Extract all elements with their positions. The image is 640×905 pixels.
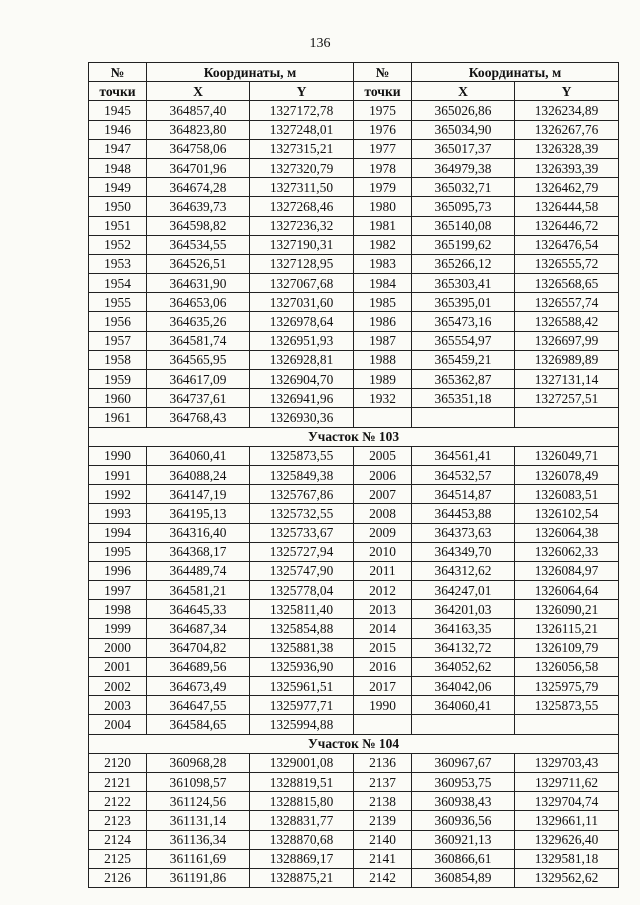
- point-number-cell: [354, 715, 412, 734]
- y-coordinate-cell: 1326102,54: [515, 504, 619, 523]
- x-coordinate-cell: 364704,82: [147, 638, 250, 657]
- x-coordinate-cell: 364373,63: [412, 523, 515, 542]
- point-number-cell: 2010: [354, 542, 412, 561]
- point-number-cell: 2015: [354, 638, 412, 657]
- y-coordinate-cell: 1326476,54: [515, 235, 619, 254]
- point-number-cell: 1989: [354, 370, 412, 389]
- y-coordinate-cell: 1327031,60: [250, 293, 354, 312]
- y-coordinate-cell: 1326904,70: [250, 370, 354, 389]
- point-number-cell: 1990: [89, 446, 147, 465]
- table-row: [89, 504, 619, 523]
- point-number-cell: 1951: [89, 216, 147, 235]
- y-coordinate-cell: 1326444,58: [515, 197, 619, 216]
- table-row: [89, 331, 619, 350]
- table-row: [89, 350, 619, 369]
- point-number-cell: 2000: [89, 638, 147, 657]
- x-coordinate-cell: 364526,51: [147, 254, 250, 273]
- table-row: [89, 657, 619, 676]
- point-number-cell: 1982: [354, 235, 412, 254]
- point-number-cell: 1932: [354, 389, 412, 408]
- x-coordinate-cell: 364979,38: [412, 158, 515, 177]
- y-coordinate-cell: 1327315,21: [250, 139, 354, 158]
- y-coordinate-cell: 1326989,89: [515, 350, 619, 369]
- x-coordinate-cell: 364647,55: [147, 696, 250, 715]
- y-coordinate-cell: 1325936,90: [250, 657, 354, 676]
- x-coordinate-cell: 364060,41: [147, 446, 250, 465]
- x-coordinate-cell: 364088,24: [147, 465, 250, 484]
- x-coordinate-cell: 361191,86: [147, 868, 250, 887]
- point-number-cell: 2142: [354, 868, 412, 887]
- point-number-cell: 1976: [354, 120, 412, 139]
- point-number-cell: 1981: [354, 216, 412, 235]
- y-coordinate-cell: 1326267,76: [515, 120, 619, 139]
- point-number-cell: 1957: [89, 331, 147, 350]
- y-coordinate-cell: 1326049,71: [515, 446, 619, 465]
- y-coordinate-cell: 1325854,88: [250, 619, 354, 638]
- point-number-cell: 1983: [354, 254, 412, 273]
- x-coordinate-cell: 364737,61: [147, 389, 250, 408]
- x-coordinate-cell: 361098,57: [147, 772, 250, 791]
- y-coordinate-cell: 1327190,31: [250, 235, 354, 254]
- table-row: [89, 581, 619, 600]
- y-coordinate-cell: 1326083,51: [515, 485, 619, 504]
- point-number-cell: 2007: [354, 485, 412, 504]
- y-coordinate-cell: 1328875,21: [250, 868, 354, 887]
- point-number-cell: 1986: [354, 312, 412, 331]
- point-number-cell: 1952: [89, 235, 147, 254]
- x-coordinate-cell: 364645,33: [147, 600, 250, 619]
- point-number-cell: 2017: [354, 677, 412, 696]
- point-number-cell: 2141: [354, 849, 412, 868]
- point-number-cell: 1956: [89, 312, 147, 331]
- y-coordinate-cell: 1326090,21: [515, 600, 619, 619]
- y-coordinate-cell: 1325811,40: [250, 600, 354, 619]
- table-row: [89, 235, 619, 254]
- point-number-cell: 1998: [89, 600, 147, 619]
- table-row: [89, 830, 619, 849]
- point-number-cell: 2122: [89, 792, 147, 811]
- point-number-cell: 1950: [89, 197, 147, 216]
- y-coordinate-cell: 1325873,55: [515, 696, 619, 715]
- y-coordinate-cell: 1326568,65: [515, 274, 619, 293]
- x-coordinate-cell: 365554,97: [412, 331, 515, 350]
- x-coordinate-cell: [412, 715, 515, 734]
- x-coordinate-cell: 364052,62: [412, 657, 515, 676]
- x-coordinate-cell: 364689,56: [147, 657, 250, 676]
- point-number-cell: 1987: [354, 331, 412, 350]
- x-coordinate-cell: 365034,90: [412, 120, 515, 139]
- y-coordinate-cell: 1325873,55: [250, 446, 354, 465]
- point-number-cell: 1979: [354, 178, 412, 197]
- x-coordinate-cell: 365032,71: [412, 178, 515, 197]
- table-row: [89, 408, 619, 427]
- y-coordinate-cell: 1325849,38: [250, 465, 354, 484]
- y-coordinate-cell: 1326393,39: [515, 158, 619, 177]
- table-row: [89, 811, 619, 830]
- x-coordinate-cell: 360938,43: [412, 792, 515, 811]
- table-row: [89, 485, 619, 504]
- x-coordinate-cell: 364857,40: [147, 101, 250, 120]
- table-row: [89, 619, 619, 638]
- y-header: Y: [515, 82, 619, 101]
- x-coordinate-cell: 365017,37: [412, 139, 515, 158]
- x-header: X: [147, 82, 250, 101]
- x-coordinate-cell: 364147,19: [147, 485, 250, 504]
- x-coordinate-cell: 364639,73: [147, 197, 250, 216]
- x-coordinate-cell: 360921,13: [412, 830, 515, 849]
- y-coordinate-cell: 1327172,78: [250, 101, 354, 120]
- x-coordinate-cell: 364823,80: [147, 120, 250, 139]
- y-coordinate-cell: 1326084,97: [515, 561, 619, 580]
- point-number-cell: [354, 408, 412, 427]
- y-coordinate-cell: 1325994,88: [250, 715, 354, 734]
- coordinates-table: [88, 62, 619, 888]
- y-coordinate-cell: 1326234,89: [515, 101, 619, 120]
- x-coordinate-cell: 364163,35: [412, 619, 515, 638]
- point-number-cell: 2013: [354, 600, 412, 619]
- y-coordinate-cell: [515, 408, 619, 427]
- x-header: X: [412, 82, 515, 101]
- x-coordinate-cell: 364060,41: [412, 696, 515, 715]
- x-coordinate-cell: 364561,41: [412, 446, 515, 465]
- y-coordinate-cell: 1326115,21: [515, 619, 619, 638]
- x-coordinate-cell: 364453,88: [412, 504, 515, 523]
- y-coordinate-cell: 1326064,38: [515, 523, 619, 542]
- table-row: [89, 868, 619, 887]
- x-coordinate-cell: 364584,65: [147, 715, 250, 734]
- point-number-cell: 1999: [89, 619, 147, 638]
- table-row: [89, 753, 619, 772]
- table-row: [89, 389, 619, 408]
- page-number: 136: [309, 36, 331, 51]
- x-coordinate-cell: 365362,87: [412, 370, 515, 389]
- table-row: [89, 178, 619, 197]
- x-coordinate-cell: 360866,61: [412, 849, 515, 868]
- y-coordinate-cell: 1328819,51: [250, 772, 354, 791]
- y-coordinate-cell: 1327128,95: [250, 254, 354, 273]
- point-number-cell: 2008: [354, 504, 412, 523]
- point-number-cell: 2121: [89, 772, 147, 791]
- x-coordinate-cell: 364581,74: [147, 331, 250, 350]
- table-row: [89, 849, 619, 868]
- table-row: [89, 293, 619, 312]
- point-number-cell: 1947: [89, 139, 147, 158]
- y-coordinate-cell: 1328869,17: [250, 849, 354, 868]
- table-row: [89, 312, 619, 331]
- table-row: [89, 772, 619, 791]
- y-coordinate-cell: 1326462,79: [515, 178, 619, 197]
- point-number-cell: 1948: [89, 158, 147, 177]
- point-number-cell: 2012: [354, 581, 412, 600]
- point-number-cell: 2014: [354, 619, 412, 638]
- x-coordinate-cell: 361161,69: [147, 849, 250, 868]
- x-coordinate-cell: 364201,03: [412, 600, 515, 619]
- x-coordinate-cell: 364673,49: [147, 677, 250, 696]
- x-coordinate-cell: [412, 408, 515, 427]
- point-number-cell: 2001: [89, 657, 147, 676]
- x-coordinate-cell: 364653,06: [147, 293, 250, 312]
- x-coordinate-cell: 365199,62: [412, 235, 515, 254]
- point-number-cell: 2005: [354, 446, 412, 465]
- x-coordinate-cell: 365140,08: [412, 216, 515, 235]
- point-number-cell: 1993: [89, 504, 147, 523]
- point-number-cell: 1992: [89, 485, 147, 504]
- x-coordinate-cell: 364635,26: [147, 312, 250, 331]
- section-heading-row: [89, 427, 619, 446]
- x-coordinate-cell: 360854,89: [412, 868, 515, 887]
- table-row: [89, 696, 619, 715]
- x-coordinate-cell: 361136,34: [147, 830, 250, 849]
- y-coordinate-cell: 1326062,33: [515, 542, 619, 561]
- point-number-cell: 2009: [354, 523, 412, 542]
- y-coordinate-cell: 1329562,62: [515, 868, 619, 887]
- point-word-header: точки: [89, 82, 147, 101]
- y-coordinate-cell: 1326056,58: [515, 657, 619, 676]
- point-number-cell: 1990: [354, 696, 412, 715]
- point-number-cell: 1991: [89, 465, 147, 484]
- table-row: [89, 523, 619, 542]
- y-coordinate-cell: 1326109,79: [515, 638, 619, 657]
- x-coordinate-cell: 365095,73: [412, 197, 515, 216]
- table-row: [89, 216, 619, 235]
- x-coordinate-cell: 364674,28: [147, 178, 250, 197]
- x-coordinate-cell: 364489,74: [147, 561, 250, 580]
- table-body: [89, 101, 619, 888]
- point-number-cell: 2138: [354, 792, 412, 811]
- point-number-cell: 1953: [89, 254, 147, 273]
- point-number-cell: 1954: [89, 274, 147, 293]
- x-coordinate-cell: 365395,01: [412, 293, 515, 312]
- x-coordinate-cell: 364514,87: [412, 485, 515, 504]
- x-coordinate-cell: 365303,41: [412, 274, 515, 293]
- x-coordinate-cell: 364349,70: [412, 542, 515, 561]
- table-row: [89, 274, 619, 293]
- point-number-cell: 1997: [89, 581, 147, 600]
- y-coordinate-cell: 1329661,11: [515, 811, 619, 830]
- point-number-cell: 2126: [89, 868, 147, 887]
- point-number-cell: 2002: [89, 677, 147, 696]
- table-header: [89, 63, 619, 101]
- point-no-header: №: [354, 63, 412, 82]
- y-coordinate-cell: 1329703,43: [515, 753, 619, 772]
- table-row: [89, 158, 619, 177]
- point-number-cell: 2016: [354, 657, 412, 676]
- y-coordinate-cell: 1329001,08: [250, 753, 354, 772]
- x-coordinate-cell: 364687,34: [147, 619, 250, 638]
- table-row: [89, 139, 619, 158]
- point-number-cell: 1959: [89, 370, 147, 389]
- table-row: [89, 677, 619, 696]
- y-coordinate-cell: 1325881,38: [250, 638, 354, 657]
- point-number-cell: 1961: [89, 408, 147, 427]
- table-row: [89, 542, 619, 561]
- point-number-cell: 1975: [354, 101, 412, 120]
- x-coordinate-cell: 364316,40: [147, 523, 250, 542]
- y-coordinate-cell: 1329581,18: [515, 849, 619, 868]
- x-coordinate-cell: 364042,06: [412, 677, 515, 696]
- y-coordinate-cell: 1325975,79: [515, 677, 619, 696]
- y-coordinate-cell: 1325767,86: [250, 485, 354, 504]
- y-coordinate-cell: [515, 715, 619, 734]
- x-coordinate-cell: 364368,17: [147, 542, 250, 561]
- table-row: [89, 370, 619, 389]
- point-number-cell: 1960: [89, 389, 147, 408]
- y-coordinate-cell: 1327067,68: [250, 274, 354, 293]
- x-coordinate-cell: 365473,16: [412, 312, 515, 331]
- table-row: [89, 638, 619, 657]
- table-row: [89, 715, 619, 734]
- x-coordinate-cell: 360953,75: [412, 772, 515, 791]
- table-row: [89, 446, 619, 465]
- x-coordinate-cell: 364534,55: [147, 235, 250, 254]
- x-coordinate-cell: 365459,21: [412, 350, 515, 369]
- y-coordinate-cell: 1326588,42: [515, 312, 619, 331]
- point-number-cell: 1985: [354, 293, 412, 312]
- y-coordinate-cell: 1327268,46: [250, 197, 354, 216]
- x-coordinate-cell: 364532,57: [412, 465, 515, 484]
- x-coordinate-cell: 364701,96: [147, 158, 250, 177]
- point-number-cell: 1995: [89, 542, 147, 561]
- point-number-cell: 2120: [89, 753, 147, 772]
- x-coordinate-cell: 364768,43: [147, 408, 250, 427]
- point-number-cell: 2011: [354, 561, 412, 580]
- y-coordinate-cell: 1326555,72: [515, 254, 619, 273]
- point-word-header: точки: [354, 82, 412, 101]
- section-heading-row: [89, 734, 619, 753]
- coordinates-header: Координаты, м: [147, 63, 354, 82]
- x-coordinate-cell: 364598,82: [147, 216, 250, 235]
- point-number-cell: 1946: [89, 120, 147, 139]
- point-no-header: №: [89, 63, 147, 82]
- point-number-cell: 1945: [89, 101, 147, 120]
- y-coordinate-cell: 1328870,68: [250, 830, 354, 849]
- x-coordinate-cell: 364312,62: [412, 561, 515, 580]
- y-coordinate-cell: 1326978,64: [250, 312, 354, 331]
- point-number-cell: 2125: [89, 849, 147, 868]
- y-coordinate-cell: 1325732,55: [250, 504, 354, 523]
- x-coordinate-cell: 360968,28: [147, 753, 250, 772]
- table-row: [89, 254, 619, 273]
- x-coordinate-cell: 364565,95: [147, 350, 250, 369]
- point-number-cell: 1949: [89, 178, 147, 197]
- x-coordinate-cell: 361124,56: [147, 792, 250, 811]
- table-row: [89, 101, 619, 120]
- x-coordinate-cell: 360936,56: [412, 811, 515, 830]
- x-coordinate-cell: 364631,90: [147, 274, 250, 293]
- table-row: [89, 120, 619, 139]
- y-coordinate-cell: 1326328,39: [515, 139, 619, 158]
- y-coordinate-cell: 1326928,81: [250, 350, 354, 369]
- point-number-cell: 1984: [354, 274, 412, 293]
- point-number-cell: 1988: [354, 350, 412, 369]
- y-coordinate-cell: 1327248,01: [250, 120, 354, 139]
- x-coordinate-cell: 360967,67: [412, 753, 515, 772]
- y-coordinate-cell: 1329626,40: [515, 830, 619, 849]
- x-coordinate-cell: 364132,72: [412, 638, 515, 657]
- y-coordinate-cell: 1327257,51: [515, 389, 619, 408]
- point-number-cell: 1996: [89, 561, 147, 580]
- y-coordinate-cell: 1328815,80: [250, 792, 354, 811]
- y-coordinate-cell: 1325733,67: [250, 523, 354, 542]
- table-row: [89, 792, 619, 811]
- point-number-cell: 1977: [354, 139, 412, 158]
- y-coordinate-cell: 1327131,14: [515, 370, 619, 389]
- y-coordinate-cell: 1326697,99: [515, 331, 619, 350]
- y-header: Y: [250, 82, 354, 101]
- y-coordinate-cell: 1326064,64: [515, 581, 619, 600]
- x-coordinate-cell: 364195,13: [147, 504, 250, 523]
- point-number-cell: 2137: [354, 772, 412, 791]
- point-number-cell: 1994: [89, 523, 147, 542]
- x-coordinate-cell: 364581,21: [147, 581, 250, 600]
- table-row: [89, 197, 619, 216]
- point-number-cell: 2124: [89, 830, 147, 849]
- y-coordinate-cell: 1325747,90: [250, 561, 354, 580]
- point-number-cell: 2123: [89, 811, 147, 830]
- point-number-cell: 2136: [354, 753, 412, 772]
- x-coordinate-cell: 365266,12: [412, 254, 515, 273]
- point-number-cell: 2004: [89, 715, 147, 734]
- point-number-cell: 2140: [354, 830, 412, 849]
- y-coordinate-cell: 1327311,50: [250, 178, 354, 197]
- y-coordinate-cell: 1329711,62: [515, 772, 619, 791]
- y-coordinate-cell: 1327320,79: [250, 158, 354, 177]
- y-coordinate-cell: 1325778,04: [250, 581, 354, 600]
- point-number-cell: 1980: [354, 197, 412, 216]
- section-title: Участок № 104: [89, 734, 619, 753]
- point-number-cell: 1958: [89, 350, 147, 369]
- y-coordinate-cell: 1326930,36: [250, 408, 354, 427]
- y-coordinate-cell: 1329704,74: [515, 792, 619, 811]
- point-number-cell: 2006: [354, 465, 412, 484]
- x-coordinate-cell: 365026,86: [412, 101, 515, 120]
- y-coordinate-cell: 1326951,93: [250, 331, 354, 350]
- y-coordinate-cell: 1326078,49: [515, 465, 619, 484]
- y-coordinate-cell: 1328831,77: [250, 811, 354, 830]
- point-number-cell: 2003: [89, 696, 147, 715]
- y-coordinate-cell: 1327236,32: [250, 216, 354, 235]
- table-row: [89, 465, 619, 484]
- x-coordinate-cell: 365351,18: [412, 389, 515, 408]
- y-coordinate-cell: 1325977,71: [250, 696, 354, 715]
- y-coordinate-cell: 1326446,72: [515, 216, 619, 235]
- section-title: Участок № 103: [89, 427, 619, 446]
- x-coordinate-cell: 364617,09: [147, 370, 250, 389]
- coordinates-header: Координаты, м: [412, 63, 619, 82]
- point-number-cell: 2139: [354, 811, 412, 830]
- point-number-cell: 1978: [354, 158, 412, 177]
- y-coordinate-cell: 1326557,74: [515, 293, 619, 312]
- point-number-cell: 1955: [89, 293, 147, 312]
- y-coordinate-cell: 1326941,96: [250, 389, 354, 408]
- table-row: [89, 600, 619, 619]
- x-coordinate-cell: 364758,06: [147, 139, 250, 158]
- y-coordinate-cell: 1325727,94: [250, 542, 354, 561]
- y-coordinate-cell: 1325961,51: [250, 677, 354, 696]
- x-coordinate-cell: 361131,14: [147, 811, 250, 830]
- x-coordinate-cell: 364247,01: [412, 581, 515, 600]
- table-row: [89, 561, 619, 580]
